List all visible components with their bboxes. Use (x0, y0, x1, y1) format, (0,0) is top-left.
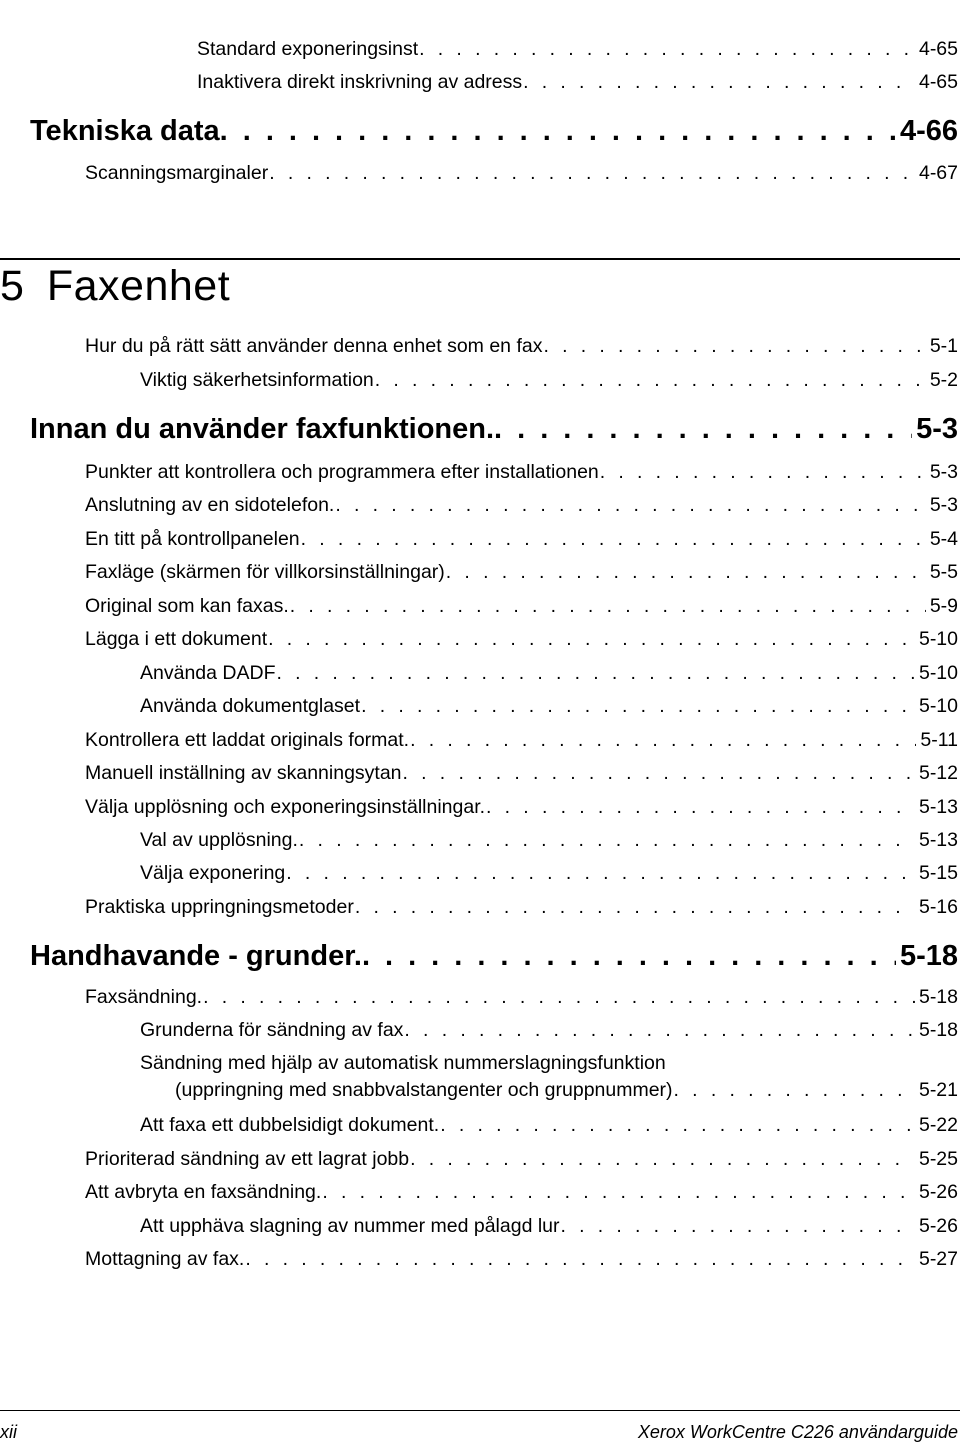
dot-leader (523, 71, 915, 94)
dot-leader (290, 595, 926, 618)
toc-entry-page: 4-65 (918, 38, 958, 60)
toc-entry-prioriterad[interactable] (85, 1148, 958, 1171)
dot-leader (335, 494, 925, 517)
toc-entry-label: Lägga i ett dokument (85, 628, 268, 650)
toc-entry-label: Manuell inställning av skanningsytan (85, 762, 402, 784)
toc-entry-original[interactable] (85, 595, 958, 618)
dot-leader (245, 1248, 915, 1271)
toc-entry-scanningsmarginaler[interactable] (85, 162, 958, 185)
toc-entry-kontrollera[interactable] (85, 729, 958, 752)
dot-leader (674, 1079, 915, 1102)
toc-entry-page: 4-65 (918, 71, 958, 93)
chapter-title: Faxenhet (46, 262, 231, 310)
toc-entry-grunderna[interactable] (140, 1019, 958, 1042)
dot-leader (375, 369, 926, 392)
dot-leader (220, 115, 896, 148)
dot-leader (494, 413, 912, 446)
toc-entry-page: 5-22 (918, 1114, 958, 1136)
toc-entry-label: Mottagning av fax. (85, 1248, 245, 1270)
toc-entry-page: 5-21 (918, 1079, 958, 1101)
toc-entry-page: 4-67 (918, 162, 958, 184)
toc-section-page: 5-18 (899, 940, 958, 972)
toc-entry-val-av-upplosning[interactable] (140, 829, 958, 852)
dot-leader (419, 38, 915, 61)
toc-section-label: Tekniska data (30, 115, 220, 147)
toc-entry-label: Inaktivera direkt inskrivning av adress (197, 71, 523, 93)
toc-entry-label: Faxläge (skärmen för villkorsinställningar) (85, 561, 445, 583)
toc-entry-label: Att avbryta en faxsändning. (85, 1181, 322, 1203)
toc-entry-page: 5-3 (929, 461, 958, 483)
toc-entry-inaktivera-direkt[interactable] (197, 71, 958, 94)
toc-entry-label: Faxsändning. (85, 986, 203, 1008)
toc-entry-page: 5-5 (929, 561, 958, 583)
toc-entry-anvanda-dadf[interactable] (140, 662, 958, 685)
chapter-rule (0, 258, 960, 260)
dot-leader (361, 695, 915, 718)
toc-section-page: 5-3 (916, 413, 958, 445)
toc-entry-label: En titt på kontrollpanelen (85, 528, 300, 550)
toc-entry-valja-upplosning[interactable] (85, 796, 958, 819)
toc-entry-page: 5-12 (918, 762, 958, 784)
dot-leader (410, 1148, 915, 1171)
dot-leader (299, 829, 915, 852)
toc-entry-page: 5-26 (918, 1215, 958, 1237)
toc-entry-dubbelsidigt[interactable] (140, 1114, 958, 1137)
toc-entry-label: Kontrollera ett laddat originals format. (85, 729, 410, 751)
dot-leader (446, 561, 926, 584)
toc-entry-label: Att upphäva slagning av nummer med pålagd lur (140, 1215, 560, 1237)
footer-rule (0, 1410, 960, 1411)
toc-entry-label: Scanningsmarginaler (85, 162, 269, 184)
toc-entry-label: Val av upplösning. (140, 829, 298, 851)
toc-entry-label: Punkter att kontrollera och programmera efter installationen (85, 461, 599, 483)
chapter-number: 5 (0, 262, 25, 310)
toc-section-label: Innan du använder faxfunktionen. (30, 413, 495, 445)
toc-section-page: 4-66 (899, 115, 958, 147)
toc-entry-page: 5-13 (918, 829, 958, 851)
toc-entry-page: 5-18 (918, 986, 958, 1008)
toc-entry-label: Original som kan faxas. (85, 595, 289, 617)
dot-leader (268, 628, 915, 651)
toc-entry-page: 5-18 (918, 1019, 958, 1041)
dot-leader (403, 762, 915, 785)
toc-entry-label: Anslutning av en sidotelefon. (85, 494, 335, 516)
toc-entry-page: 5-4 (929, 528, 958, 550)
toc-entry-anslutning[interactable] (85, 494, 958, 517)
toc-entry-lagga-i[interactable] (85, 628, 958, 651)
toc-entry-page: 5-25 (918, 1148, 958, 1170)
dot-leader (404, 1019, 915, 1042)
dot-leader (410, 729, 916, 752)
toc-entry-page: 5-26 (918, 1181, 958, 1203)
toc-entry-page: 5-13 (918, 796, 958, 818)
toc-entry-label: Viktig säkerhetsinformation (140, 369, 374, 391)
toc-entry-label: Hur du på rätt sätt använder denna enhet som en fax (85, 335, 543, 357)
toc-entry-viktig-sakerhet[interactable] (140, 369, 958, 392)
dot-leader (355, 896, 915, 919)
toc-entry-page: 5-3 (929, 494, 958, 516)
toc-entry-label: Grunderna för sändning av fax (140, 1019, 404, 1041)
footer-page-number: xii (0, 1422, 17, 1442)
dot-leader (301, 528, 926, 551)
dot-leader (276, 662, 914, 685)
toc-entry-page: 5-10 (918, 662, 958, 684)
toc-entry-en-titt[interactable] (85, 528, 958, 551)
toc-entry-label: Standard exponeringsinst (197, 38, 419, 60)
footer-document-title: Xerox WorkCentre C226 användarguide (637, 1422, 958, 1442)
dot-leader (543, 335, 925, 358)
toc-entry-mottagning[interactable] (85, 1248, 958, 1271)
toc-entry-page: 5-11 (920, 729, 958, 751)
toc-entry-faxsandning[interactable] (85, 986, 958, 1009)
toc-entry-manuell[interactable] (85, 762, 958, 785)
toc-entry-valja-exponering[interactable] (140, 862, 958, 885)
toc-entry-label: Prioriterad sändning av ett lagrat jobb (85, 1148, 410, 1170)
chapter-heading (0, 262, 230, 311)
toc-entry-label: Välja upplösning och exponeringsinställningar. (85, 796, 486, 818)
toc-section-tekniska-data[interactable] (30, 115, 958, 148)
toc-entry-label: Att faxa ett dubbelsidigt dokument. (140, 1114, 440, 1136)
toc-entry-page: 5-1 (929, 335, 958, 357)
toc-section-innan[interactable] (30, 413, 958, 446)
dot-leader (362, 940, 896, 973)
dot-leader (203, 986, 915, 1009)
toc-entry-page: 5-27 (918, 1248, 958, 1270)
toc-entry-praktiska[interactable] (85, 896, 958, 919)
toc-entry-label: Använda dokumentglaset (140, 695, 361, 717)
toc-entry-label: Använda DADF (140, 662, 276, 684)
toc-entry-page: 5-15 (918, 862, 958, 884)
toc-entry-page: 5-10 (918, 695, 958, 717)
toc-entry-page: 5-16 (918, 896, 958, 918)
toc-entry-faxlage[interactable] (85, 561, 958, 584)
dot-leader (440, 1114, 915, 1137)
toc-entry-sandning-line2[interactable] (175, 1079, 958, 1102)
toc-entry-page: 5-10 (918, 628, 958, 650)
toc-entry-hur-du[interactable] (85, 335, 958, 358)
dot-leader (486, 796, 915, 819)
toc-entry-avbryta[interactable] (85, 1181, 958, 1204)
dot-leader (322, 1181, 915, 1204)
dot-leader (286, 862, 915, 885)
toc-entry-standard-exponering[interactable] (197, 38, 958, 61)
toc-entry-page: 5-2 (929, 369, 958, 391)
dot-leader (600, 461, 926, 484)
toc-section-label: Handhavande - grunder. (30, 940, 362, 972)
toc-entry-sandning-line1[interactable]: Sändning med hjälp av automatisk nummerslagningsfunktion (140, 1052, 666, 1074)
toc-entry-anvanda-dokumentglaset[interactable] (140, 695, 958, 718)
toc-entry-punkter[interactable] (85, 461, 958, 484)
toc-entry-page: 5-9 (929, 595, 958, 617)
toc-entry-upphava[interactable] (140, 1215, 958, 1238)
dot-leader (561, 1215, 915, 1238)
toc-entry-label: (uppringning med snabbvalstangenter och gruppnummer) (175, 1079, 673, 1101)
toc-entry-label: Praktiska uppringningsmetoder (85, 896, 354, 918)
toc-section-handhavande[interactable] (30, 940, 958, 973)
toc-entry-label: Välja exponering (140, 862, 286, 884)
dot-leader (269, 162, 915, 185)
